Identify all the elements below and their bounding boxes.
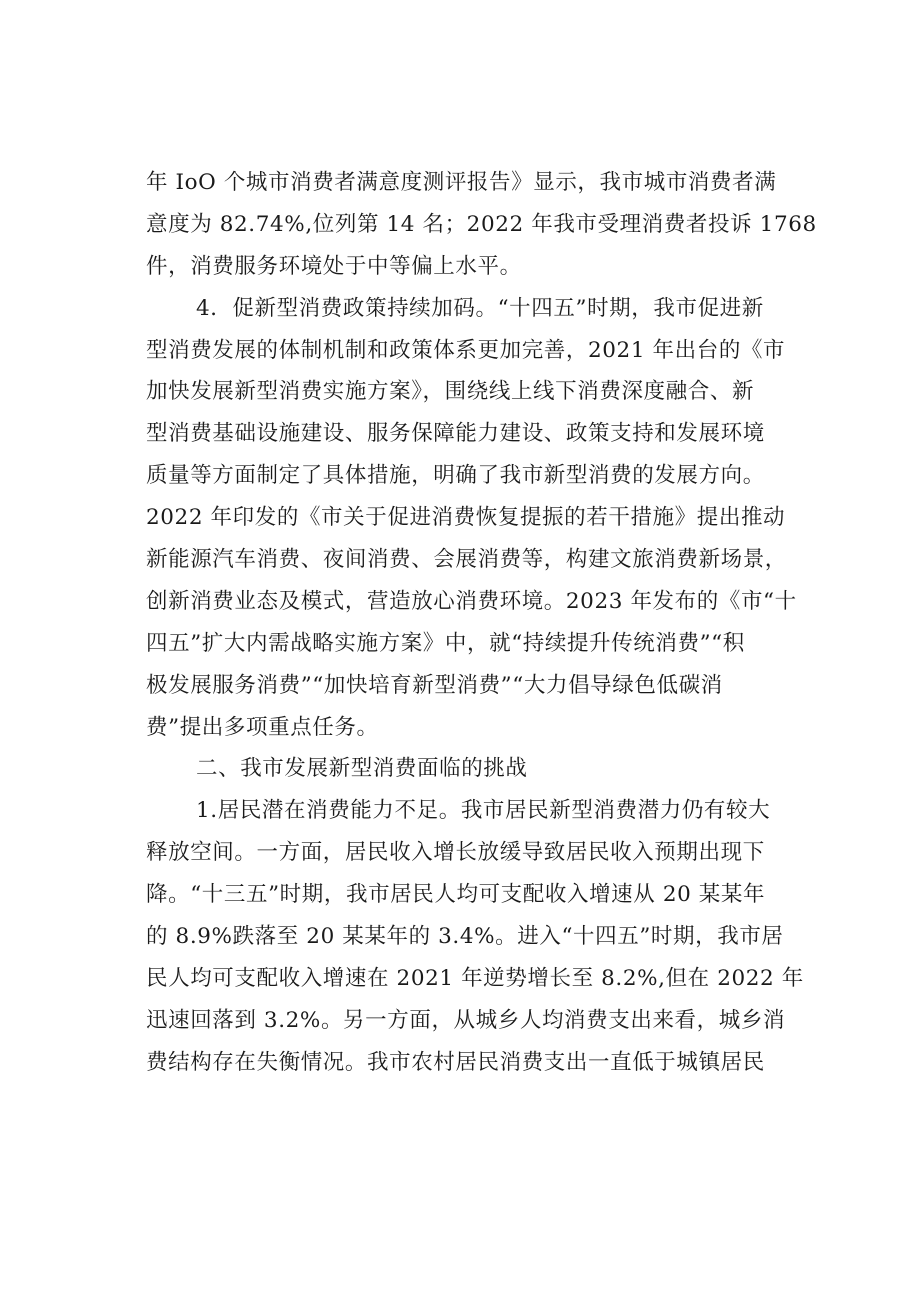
text-line: 年 IoO 个城市消费者满意度测评报告》显示，我市城市消费者满 bbox=[146, 170, 777, 195]
text-line: 意度为 82.74%,位列第 14 名；2022 年我市受理消费者投诉 1768 bbox=[146, 211, 817, 237]
text-line: 四五”扩大内需战略实施方案》中，就“持续提升传统消费”“积 bbox=[146, 630, 745, 656]
text-line: 极发展服务消费”“加快培育新型消费”“大力倡导绿色低碳消 bbox=[146, 672, 723, 698]
text-line: 费结构存在失衡情况。我市农村居民消费支出一直低于城镇居民 bbox=[146, 1049, 765, 1075]
text-line: 质量等方面制定了具体措施，明确了我市新型消费的发展方向。 bbox=[146, 463, 765, 489]
document-body bbox=[146, 162, 817, 1084]
text-line: 的 8.9%跌落至 20 某某年的 3.4%。进入“十四五”时期，我市居 bbox=[146, 924, 784, 950]
text-line: 民人均可支配收入增速在 2021 年逆势增长至 8.2%,但在 2022 年 bbox=[146, 965, 804, 991]
text-line: 件，消费服务环境处于中等偏上水平。 bbox=[146, 253, 522, 279]
text-line: 释放空间。一方面，居民收入增长放缓导致居民收入预期出现下 bbox=[146, 840, 765, 866]
paragraph-first-line: 1.居民潜在消费能力不足。我市居民新型消费潜力仍有较大 bbox=[196, 798, 771, 824]
paragraph-first-line: 4．促新型消费政策持续加码。“十四五”时期，我市促进新 bbox=[196, 295, 764, 321]
text-line: 创新消费业态及模式，营造放心消费环境。2023 年发布的《市“十 bbox=[146, 588, 797, 614]
text-line: 新能源汽车消费、夜间消费、会展消费等，构建文旅消费新场景， bbox=[146, 547, 787, 573]
text-line: 费”提出多项重点任务。 bbox=[146, 714, 379, 740]
text-line: 型消费基础设施建设、服务保障能力建设、政策支持和发展环境 bbox=[146, 421, 765, 447]
text-line: 迅速回落到 3.2%。另一方面，从城乡人均消费支出来看，城乡消 bbox=[146, 1007, 786, 1033]
text-line: 降。“十三五”时期，我市居民人均可支配收入增速从 20 某某年 bbox=[146, 882, 766, 908]
text-line: 2022 年印发的《市关于促进消费恢复提振的若干措施》提出推动 bbox=[146, 505, 786, 531]
text-line: 加快发展新型消费实施方案》，围绕线上线下消费深度融合、新 bbox=[146, 379, 755, 405]
text-line: 型消费发展的体制机制和政策体系更加完善，2021 年出台的《市 bbox=[146, 337, 786, 363]
section-heading: 二、我市发展新型消费面临的挑战 bbox=[196, 756, 528, 782]
